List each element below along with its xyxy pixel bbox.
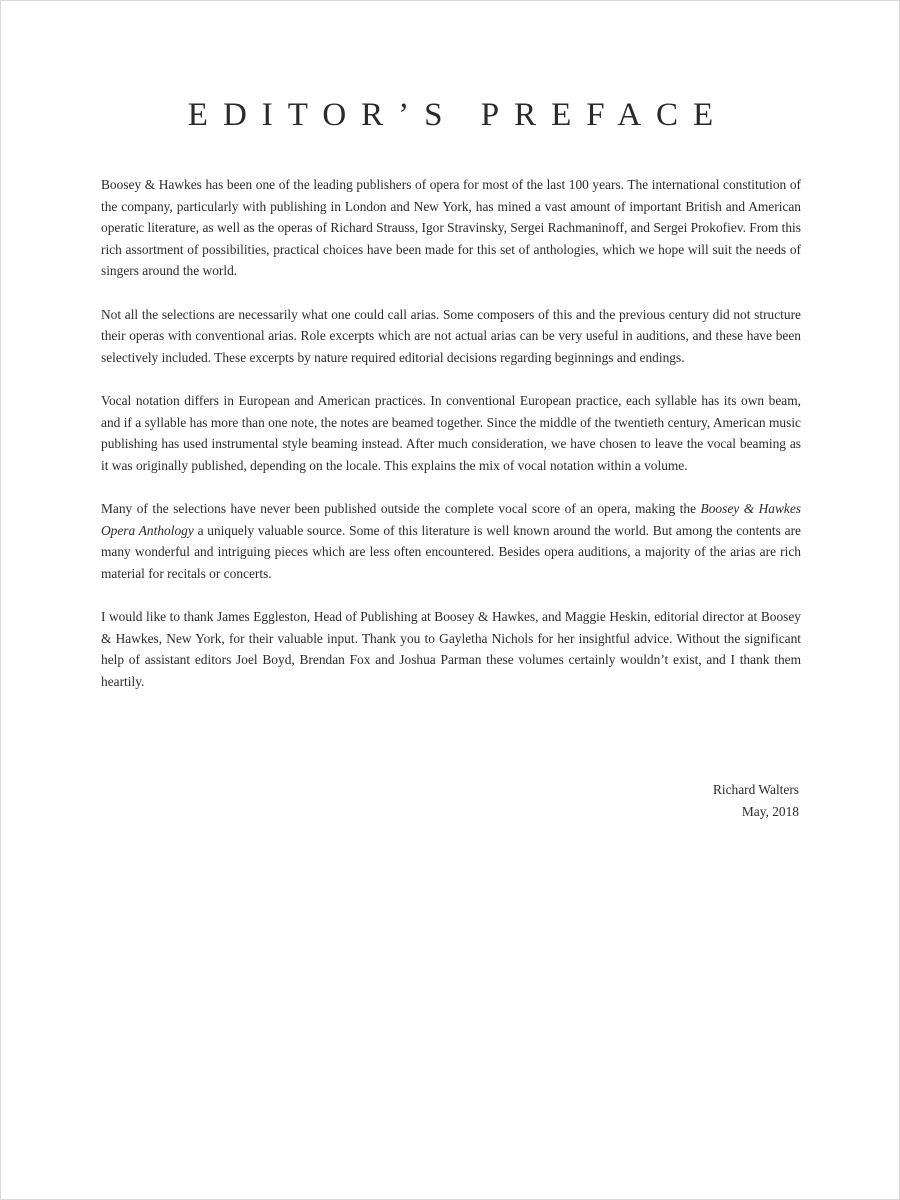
preface-body (101, 174, 801, 714)
paragraph-4-start: Many of the selections have never been published outside the complete vocal score of an opera, making the (101, 501, 701, 516)
signature-date: May, 2018 (741, 803, 799, 819)
page-title: EDITOR’S PREFACE (187, 97, 729, 133)
paragraph-5: I would like to thank James Eggleston, Head of Publishing at Boosey & Hawkes, and Maggie Heskin, editorial director at Boosey & Hawkes, New York, for their valuable input. Thank you to Gayletha Nichols for her insightful advice. Without the significant help of assistant editors Joel Boyd, Brendan Fox and Joshua Parman these volumes certainly wouldn’t exist, and I thank them heartily. (101, 609, 801, 689)
signature-block (713, 779, 799, 822)
paragraph-4-end: a uniquely valuable source. Some of this literature is well known around the world. But among the contents are many wonderful and intriguing pieces which are less often encountered. Besides opera auditions, a majority of the arias are rich material for recitals or concerts. (101, 522, 801, 581)
paragraph-1: Boosey & Hawkes has been one of the leading publishers of opera for most of the last 100 years. The international constitution of the company, particularly with publishing in London and New York, has mined a vast amount of important British and American operatic literature, as well as the operas of Richard Strauss, Igor Stravinsky, Sergei Rachmaninoff, and Sergei Prokofiev. From this rich assortment of possibilities, practical choices have been made for this set of anthologies, which we hope will suit the needs of singers around the world. (101, 177, 801, 278)
paragraph-3: Vocal notation differs in European and American practices. In conventional European practice, each syllable has its own beam, and if a syllable has more than one note, the notes are beamed together. Since the middle of the twentieth century, American music publishing has used instrumental style beaming instead. After much consideration, we have chosen to leave the vocal beaming as it was originally published, depending on the locale. This explains the mix of vocal notation within a volume. (101, 393, 801, 473)
paragraph-4 (101, 498, 801, 584)
anthology-title: Boosey & Hawkes Opera Anthology (101, 501, 801, 538)
signature-name: Richard Walters (712, 782, 799, 797)
paragraph-2: Not all the selections are necessarily what one could call arias. Some composers of this and the previous century did not structure their operas with conventional arias. Role excerpts which are not actual arias can be very useful in auditions, and these have been selectively included. These excerpts by nature required editorial decisions regarding beginnings and endings. (101, 306, 801, 365)
